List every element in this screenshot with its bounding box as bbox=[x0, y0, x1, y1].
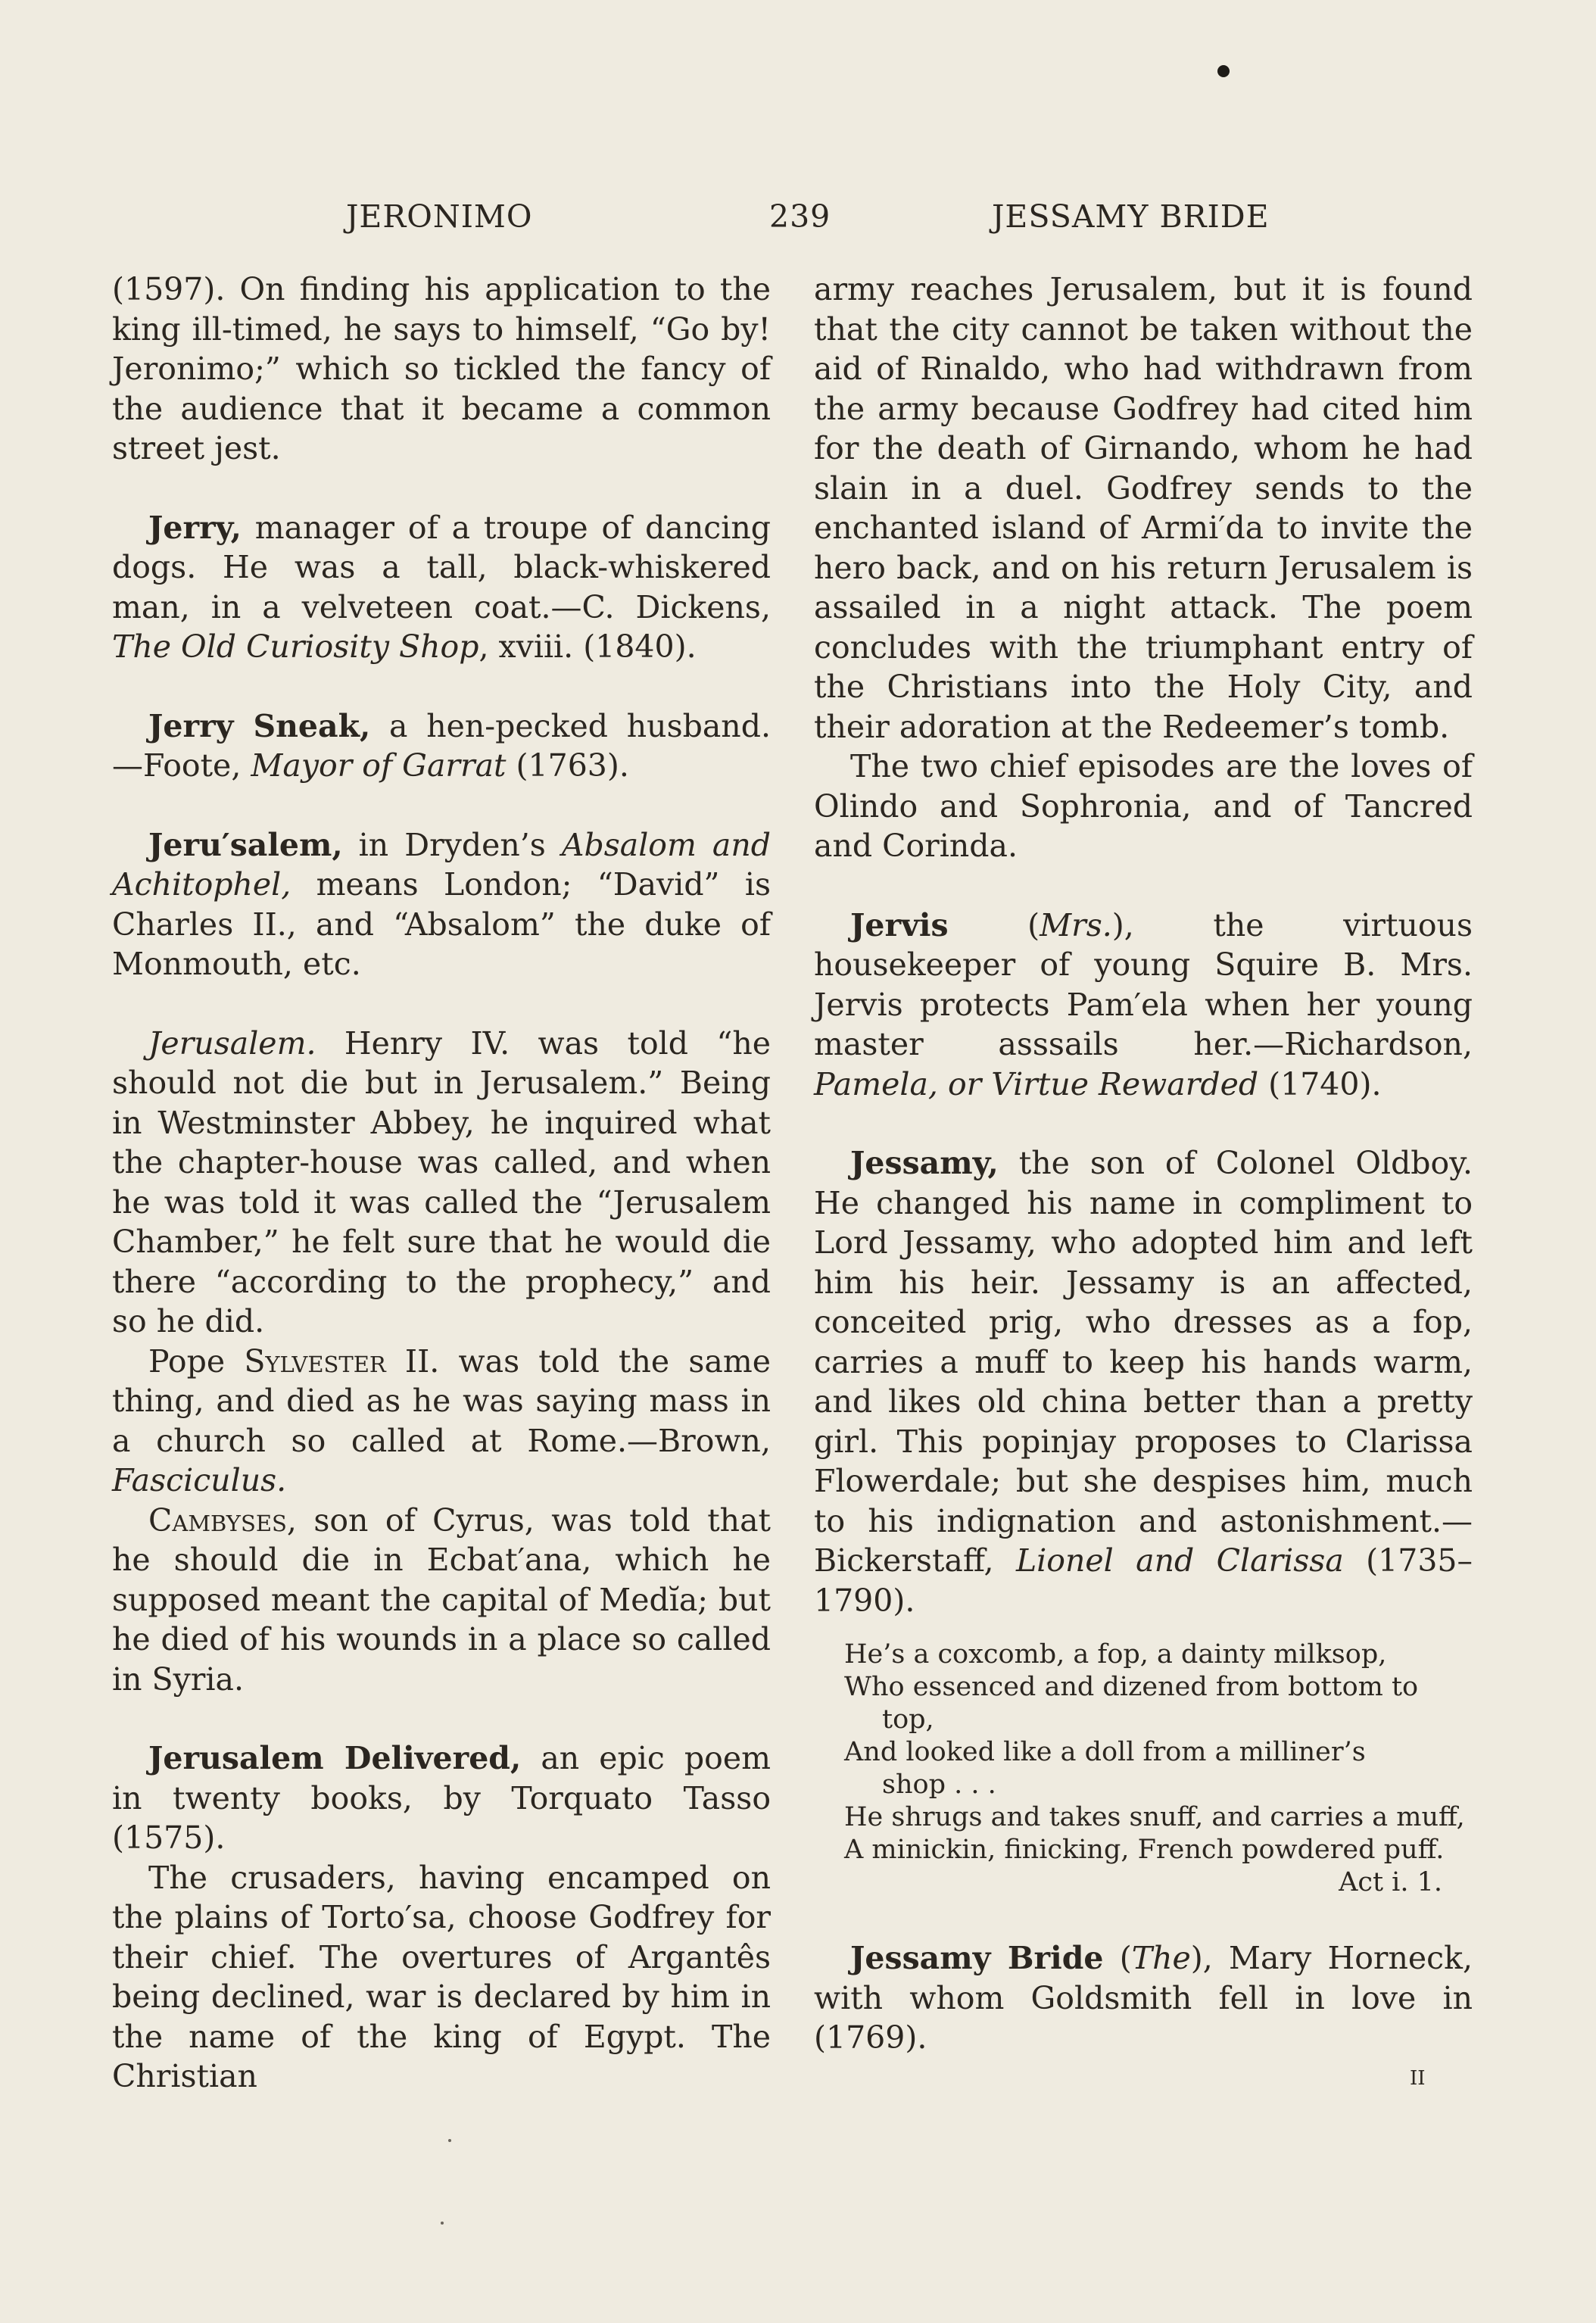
headword: Jerry Sneak, bbox=[148, 707, 371, 744]
verse-line: A minickin, finicking, French powdered puff. bbox=[844, 1835, 1445, 1865]
headword: Jervis bbox=[850, 906, 949, 943]
headword: Jerusalem Delivered, bbox=[148, 1740, 522, 1776]
entry-jervis: Jervis (Mrs.), the virtuous housekeeper of young Squire B. Mrs. Jervis protects Pam′ela when her young master asssails her.—Richardson, Pamela, or Virtue Rewarded (1740). bbox=[814, 906, 1473, 1102]
header-left: JERONIMO bbox=[346, 198, 533, 235]
entry-jerusalem-delivered: Jerusalem Delivered, an epic poem in twenty books, by Torquato Tasso (1575). bbox=[112, 1740, 772, 1856]
headword: Jerusalem. bbox=[148, 1024, 316, 1062]
verse-line: top, bbox=[882, 1704, 934, 1735]
verse-line: Who essenced and dizened from bottom to bbox=[844, 1672, 1419, 1702]
header-right: JESSAMY BRIDE bbox=[992, 198, 1270, 235]
entry-jerusalem-prophecy: Jerusalem. Henry IV. was told “he should not die but in Jerusalem.” Being in Westminster Abbey, he inquired what the chapter-house was called, and when he was told it was called the “Jerusalem Chamber,” he felt sure that he would die there “according to the prophecy,” and so he did. bbox=[112, 1024, 771, 1339]
work-title: Pamela, or Virtue Rewarded bbox=[814, 1065, 1259, 1102]
work-title: Mayor of Garrat bbox=[251, 747, 507, 784]
paragraph-episodes: The two chief episodes are the loves of Olindo and Sophronia, and of Tancred and Corinda. bbox=[814, 748, 1473, 864]
paragraph-pope-sylvester: Pope Sylvester II. was told the same thing, and died as he was saying mass in a church so called at Rome.—Brown, Fasciculus. bbox=[112, 1342, 771, 1498]
verse-line: He shrugs and takes snuff, and carries a muff, bbox=[844, 1802, 1465, 1832]
verse-quotation bbox=[844, 1639, 1473, 1899]
name-smallcaps: Sylvester bbox=[244, 1342, 386, 1380]
headword: Jessamy Bride bbox=[850, 1940, 1104, 1976]
work-title: Lionel and Clarissa bbox=[1015, 1542, 1344, 1579]
verse-line: And looked like a doll from a milliner’s bbox=[844, 1737, 1366, 1767]
ink-blot bbox=[1217, 65, 1230, 77]
work-title: Absalom and Achitophel, bbox=[112, 826, 771, 903]
entry-jerry-sneak: Jerry Sneak, a hen-pecked husband. —Foote, Mayor of Garrat (1763). bbox=[112, 707, 771, 784]
work-title: The Old Curiosity Shop bbox=[112, 628, 479, 665]
paragraph-continuation: army reaches Jerusalem, but it is found that the city cannot be taken without the aid of Rinaldo, who had withdrawn from the army because Godfrey had cited him for the death of Girnando, whom he had slain in a duel. Godfrey sends to the enchanted island of Armi′da to invite the hero back, and on his return Jerusalem is assailed in a night attack. The poem concludes with the triumphant entry of the Christians into the Holy City, and their adoration at the Redeemer’s tomb. bbox=[814, 271, 1473, 745]
paragraph: (1597). On finding his application to the king ill-timed, he says to himself, “Go by! Jeronimo;” which so tickled the fancy of the audience that it became a common street jest. bbox=[112, 271, 771, 466]
paragraph-crusaders: The crusaders, having encamped on the plains of Torto′sa, choose Godfrey for their chief. The overtures of Argantês being declined, war is declared by him in the name of the king of Egypt. The Christian bbox=[112, 1859, 771, 2094]
right-column bbox=[814, 270, 1473, 2058]
entry-jerusalem: Jeru′salem, in Dryden’s Absalom and Achitophel, means London; “David” is Charles II., and “Absalom” the duke of Monmouth, etc. bbox=[112, 826, 771, 982]
headword: Jerry, bbox=[148, 509, 242, 546]
page-number: 239 bbox=[769, 198, 831, 235]
entry-jerry: Jerry, manager of a troupe of dancing dogs. He was a tall, black-whiskered man, in a velveteen coat.—C. Dickens, The Old Curiosity Shop, xviii. (1840). bbox=[112, 509, 771, 665]
headword: Jeru′salem, bbox=[148, 826, 343, 863]
paper-speck bbox=[448, 2139, 451, 2142]
entry-jessamy-bride: Jessamy Bride (The), Mary Horneck, with whom Goldsmith fell in love in (1769). bbox=[814, 1940, 1473, 2056]
paragraph-cambyses: Cambyses, son of Cyrus, was told that he should die in Ecbat′ana, which he supposed meant the capital of Medĭa; but he died of his wounds in a place so called in Syria. bbox=[112, 1501, 771, 1698]
headword: Jessamy, bbox=[850, 1145, 999, 1181]
paper-speck bbox=[441, 2222, 444, 2225]
verse-line: shop . . . bbox=[882, 1770, 996, 1800]
name-smallcaps: Cambyses, bbox=[148, 1501, 297, 1539]
entry-jessamy: Jessamy, the son of Colonel Oldboy. He changed his name in compliment to Lord Jessamy, who adopted him and left him his heir. Jessamy is an affected, conceited prig, who dresses as a fop, carries a muff to keep his hands warm, and likes old china better than a pretty girl. This popinjay proposes to Clarissa Flowerdale; but she despises him, much to his indignation and astonishment.—Bickerstaff, Lionel and Clarissa (1735–1790). bbox=[814, 1145, 1473, 1619]
verse-line: He’s a coxcomb, a fop, a dainty milksop, bbox=[844, 1639, 1387, 1670]
verse-source: Act i. 1. bbox=[1339, 1867, 1442, 1897]
work-title: Fasciculus. bbox=[112, 1462, 287, 1498]
left-column bbox=[112, 270, 771, 2097]
signature-mark: II bbox=[1410, 2067, 1426, 2090]
running-header bbox=[0, 198, 1596, 236]
